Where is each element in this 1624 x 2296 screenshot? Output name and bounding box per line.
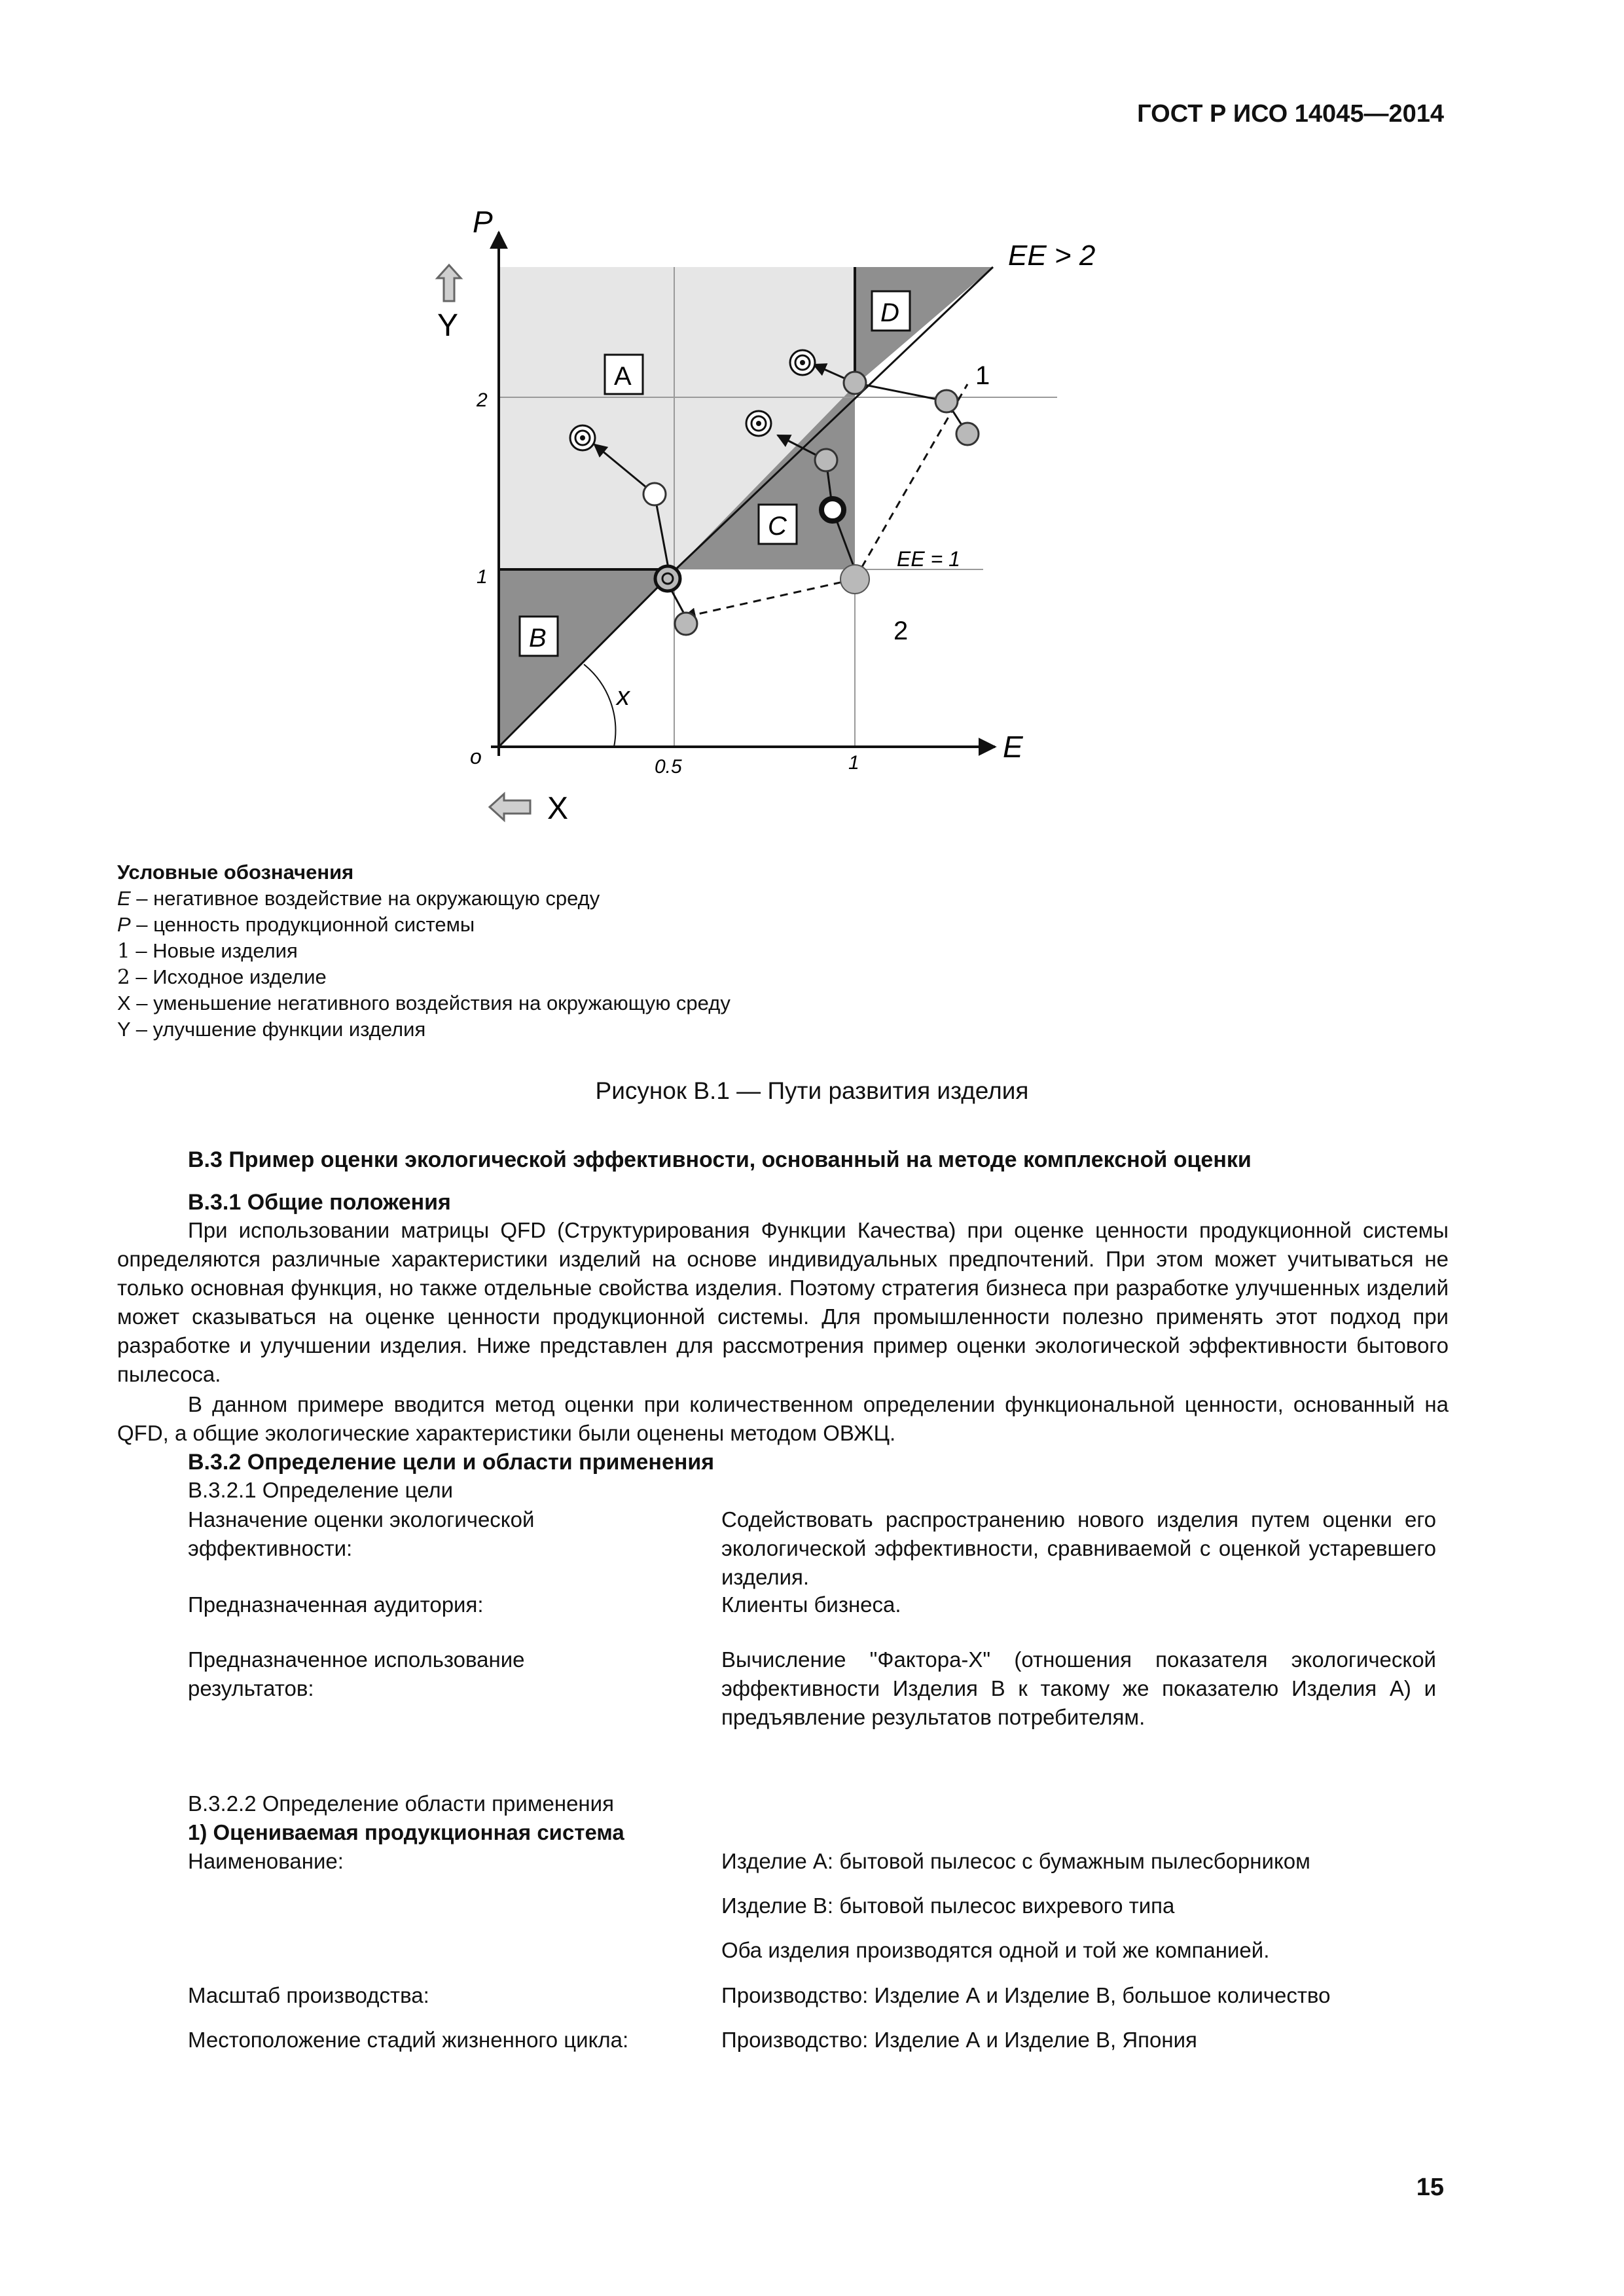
- angle-x-label: x: [617, 682, 630, 711]
- target-marker: [790, 350, 815, 375]
- region-c-label: C: [768, 512, 787, 541]
- x-left-arrow-icon: [490, 794, 530, 820]
- row-value: Изделие А: бытовой пылесос с бумажным пылесборником: [721, 1849, 1310, 1873]
- system-heading: 1) Оцениваемая продукционная система: [188, 1820, 624, 1844]
- subsection-heading-b322: В.3.2.2 Определение области применения: [188, 1791, 614, 1816]
- section-heading-b31: В.3.1 Общие положения: [188, 1190, 451, 1215]
- row-label: Местоположение стадий жизненного цикла:: [188, 2028, 629, 2052]
- row-value: Вычисление "Фактора-X" (отношения показателя экологической эффективности Изделия В к такому же показателю Изделия А) и предъявление результатов потребителям.: [721, 1647, 1436, 1729]
- marker-original-product: [840, 565, 869, 594]
- legend-item: Y – улучшение функции изделия: [117, 1018, 426, 1041]
- row-label: Предназначенная аудитория:: [188, 1592, 484, 1617]
- row-value: Клиенты бизнеса.: [721, 1592, 901, 1617]
- page-number: 15: [1416, 2174, 1444, 2201]
- marker-path-point: [844, 372, 866, 394]
- region-a-label: A: [614, 362, 632, 391]
- marker-path-point: [815, 449, 837, 471]
- subsection-heading-b321: В.3.2.1 Определение цели: [188, 1478, 454, 1502]
- marker-bold-ring: [821, 499, 844, 521]
- legend-item: P – ценность продукционной системы: [117, 913, 475, 936]
- section-heading-b32: В.3.2 Определение цели и области применения: [188, 1450, 715, 1475]
- label-new-products: 1: [975, 361, 990, 390]
- target-marker: [746, 411, 771, 436]
- arrow-x-label: X: [547, 791, 569, 826]
- paragraph: При использовании матрицы QFD (Структурирования Функции Качества) при оценке ценности продукционной системы определяются различные характеристики изделий на основе индивидуальных предпочтений. При этом может учитываться не только основная функция, но также отдельные свойства изделия. Поэтому стратегия бизнеса при разработке улучшенных изделий может сказываться на оценке ценности продукционной системы. Для промышленности полезно применять этот подход при разработке и улучшении изделия. Ниже представлен для рассмотрения пример оценки экологической эффективности бытового пылесоса.: [117, 1218, 1449, 1386]
- row-label: Масштаб производства:: [188, 1983, 429, 2007]
- label-original-product: 2: [893, 617, 909, 645]
- marker-path-point: [935, 390, 958, 412]
- row-value: Изделие В: бытовой пылесос вихревого типа: [721, 1893, 1175, 1918]
- axis-p-label: P: [473, 205, 493, 239]
- tick-2y-label: 2: [477, 389, 488, 411]
- target-marker: [570, 425, 595, 450]
- tick-05-label: 0.5: [655, 756, 682, 778]
- marker-path-point: [675, 613, 697, 635]
- marker-path-point: [643, 483, 666, 505]
- legend-item: 2 – Исходное изделие: [117, 965, 327, 989]
- marker-double-ring: [655, 566, 680, 591]
- figure-legend: [117, 859, 731, 1043]
- marker-path-point: [956, 423, 979, 445]
- tick-1x-label: 1: [848, 752, 859, 774]
- section-heading-b3: В.3 Пример оценки экологической эффективности, основанный на методе комплексной оценки: [188, 1147, 1252, 1172]
- row-label: Наименование:: [188, 1849, 344, 1873]
- row-value: Производство: Изделие А и Изделие В, большое количество: [721, 1983, 1331, 2007]
- axis-e-label: E: [1003, 730, 1023, 764]
- legend-item: 1 – Новые изделия: [117, 939, 298, 963]
- row-value: Содействовать распространению нового изделия путем оценки его экологической эффективности, сравниваемой с оценкой устаревшего изделия.: [721, 1507, 1436, 1589]
- ee-eq-1-label: EE = 1: [897, 547, 960, 571]
- region-b-label: B: [529, 624, 547, 653]
- arrow-y-label: Y: [437, 308, 459, 343]
- product-development-diagram: [419, 193, 1191, 854]
- origin-label: o: [470, 745, 482, 768]
- angle-x-arc: [584, 664, 615, 747]
- legend-title: Условные обозначения: [117, 861, 354, 884]
- row-value: Производство: Изделие А и Изделие В, Япония: [721, 2028, 1197, 2052]
- figure-caption: Рисунок В.1 — Пути развития изделия: [595, 1077, 1029, 1104]
- tick-1y-label: 1: [477, 566, 488, 588]
- y-up-arrow-icon: [437, 265, 461, 301]
- row-label: Предназначенное использование результатов:: [188, 1647, 525, 1700]
- region-d-label: D: [880, 298, 899, 327]
- legend-item: E – негативное воздействие на окружающую среду: [117, 887, 600, 910]
- figure-b1: [419, 193, 1191, 861]
- standard-designation: ГОСТ Р ИСО 14045—2014: [1137, 100, 1444, 128]
- paragraph: В данном примере вводится метод оценки при количественном определении функциональной ценности, основанный на QFD, а общие экологические характеристики были оценены методом ОВЖЦ.: [117, 1392, 1449, 1445]
- row-label: Назначение оценки экологической эффективности:: [188, 1507, 535, 1560]
- row-value: Оба изделия производятся одной и той же компанией.: [721, 1938, 1270, 1962]
- ee-gt-2-label: EE > 2: [1008, 240, 1096, 272]
- legend-item: X – уменьшение негативного воздействия на окружающую среду: [117, 992, 731, 1014]
